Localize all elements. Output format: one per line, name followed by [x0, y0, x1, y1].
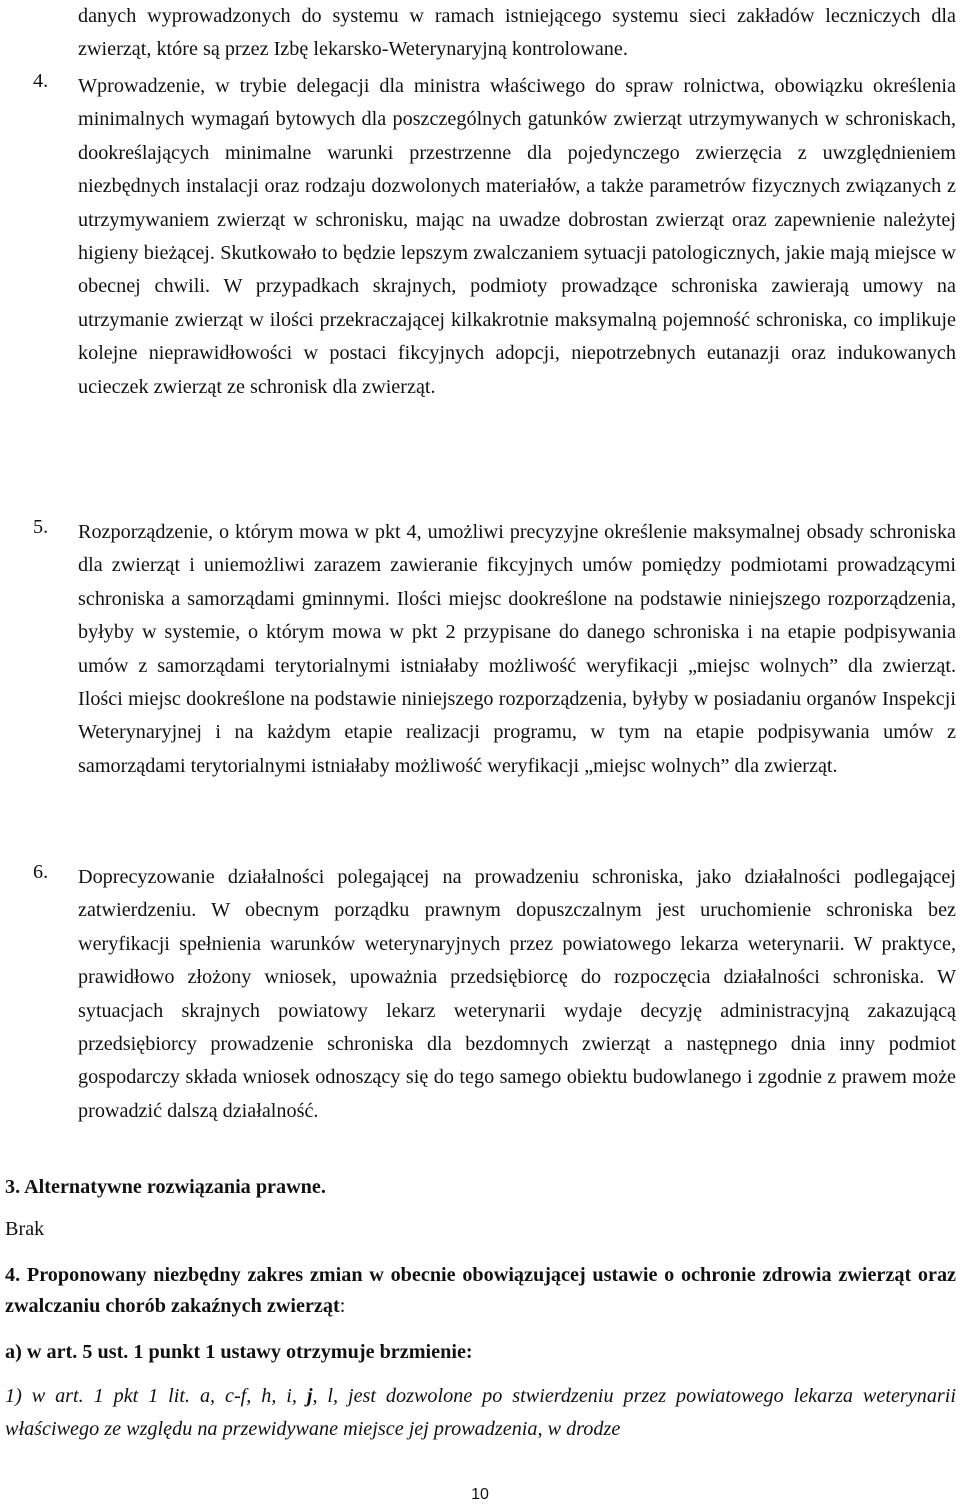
page-number: 10 — [471, 1486, 489, 1503]
list-item-text: Doprecyzowanie działalności polegającej na prowadzeniu schroniska, jako działalności podlegającej zatwierdzeniu. W obecnym porządku prawnym dopuszczalnym jest uruchomienie schroniska bez weryfikacji spełnienia warunków weterynaryjnych przez powiatowego lekarza weterynarii. W praktyce, prawidłowo złożony wniosek, upoważnia przedsiębiorcę do rozpoczęcia działalności schroniska. W sytuacjach skrajnych powiatowy lekarz weterynarii wydaje decyzję administracyjną zakazującą przedsiębiorcy prowadzenie schroniska dla bezdomnych zwierząt a następnego dnia inny podmiot gospodarczy składa wniosek odnoszący się do tego samego obiektu budowlanego i zgodnie z prawem może prowadzić dalszą działalność. — [78, 866, 956, 1122]
quote-text-end: , l, jest dozwolone po stwierdzeniu przez powiatowego lekarza weterynarii właściwego ze względu na przewidywane miejsce jej prowadzenia, w drodze — [5, 1385, 957, 1440]
section-body-none: Brak — [5, 1218, 45, 1240]
section-heading-text: 4. Proponowany niezbędny zakres zmian w obecnie obowiązującej ustawie o ochronie zdrowia zwierząt oraz zwalczaniu chorób zakaźnych zwierząt — [5, 1264, 956, 1317]
continuation-paragraph: danych wyprowadzonych do systemu w ramach istniejącego systemu sieci zakładów leczniczych dla zwierząt, które są przez Izbę lekarsko-Weterynaryjną kontrolowane. — [78, 5, 956, 61]
list-item-number: 6. — [33, 861, 49, 883]
quote-text-start: 1) w art. 1 pkt 1 lit. a, c-f, h, i, — [5, 1385, 307, 1407]
list-item-text: Wprowadzenie, w trybie delegacji dla ministra właściwego do spraw rolnictwa, obowiązku określenia minimalnych wymagań bytowych dla poszczególnych gatunków zwierząt utrzymywanych w schroniskach, dookreślających minimalne warunki przestrzenne dla pojedynczego zwierzęcia z uwzględnieniem niezbędnych instalacji oraz rodzaju dozwolonych materiałów, a także parametrów fizycznych związanych z utrzymywaniem zwierząt w schronisku, mając na uwadze dobrostan zwierząt oraz zapewnienie należytej higieny bieżącej. Skutkowało to będzie lepszym zwalczaniem sytuacji patologicznych, jakie mają miejsce w obecnej chwili. W przypadkach skrajnych, podmioty prowadzące schroniska zawierają umowy na utrzymanie zwierząt w ilości przekraczającej kilkakrotnie maksymalną pojemność schroniska, co implikuje kolejne nieprawidłowości w postaci fikcyjnych adopcji, niepotrzebnych eutanazji oraz indukowanych ucieczek zwierząt ze schronisk dla zwierząt. — [78, 75, 956, 398]
subsection-heading: a) w art. 5 ust. 1 punkt 1 ustawy otrzymuje brzmienie: — [5, 1341, 473, 1363]
section-heading-proposed-changes — [5, 1260, 956, 1322]
quote-bold-letter: j — [306, 1385, 313, 1407]
amendment-quote — [5, 1380, 956, 1446]
section-heading-alternatives: 3. Alternatywne rozwiązania prawne. — [5, 1176, 326, 1198]
section-heading-colon: : — [339, 1295, 346, 1317]
list-item-number: 5. — [33, 516, 49, 538]
list-item-text: Rozporządzenie, o którym mowa w pkt 4, umożliwi precyzyjne określenie maksymalnej obsady schroniska dla zwierząt i uniemożliwi zarazem zawieranie fikcyjnych umów pomiędzy podmiotami prowadzącymi schroniska a samorządami gminnymi. Ilości miejsc dookreślone na podstawie niniejszego rozporządzenia, byłyby w systemie, o którym mowa w pkt 2 przypisane do danego schroniska i na etapie podpisywania umów z samorządami terytorialnymi istniałaby możliwość weryfikacji „miejsc wolnych” dla zwierząt. Ilości miejsc dookreślone na podstawie niniejszego rozporządzenia, byłyby w posiadaniu organów Inspekcji Weterynaryjnej i na każdym etapie realizacji programu, w tym na etapie podpisywania umów z samorządami terytorialnymi istniałaby możliwość weryfikacji „miejsc wolnych” dla zwierząt. — [78, 521, 956, 777]
list-item-number: 4. — [33, 70, 49, 92]
